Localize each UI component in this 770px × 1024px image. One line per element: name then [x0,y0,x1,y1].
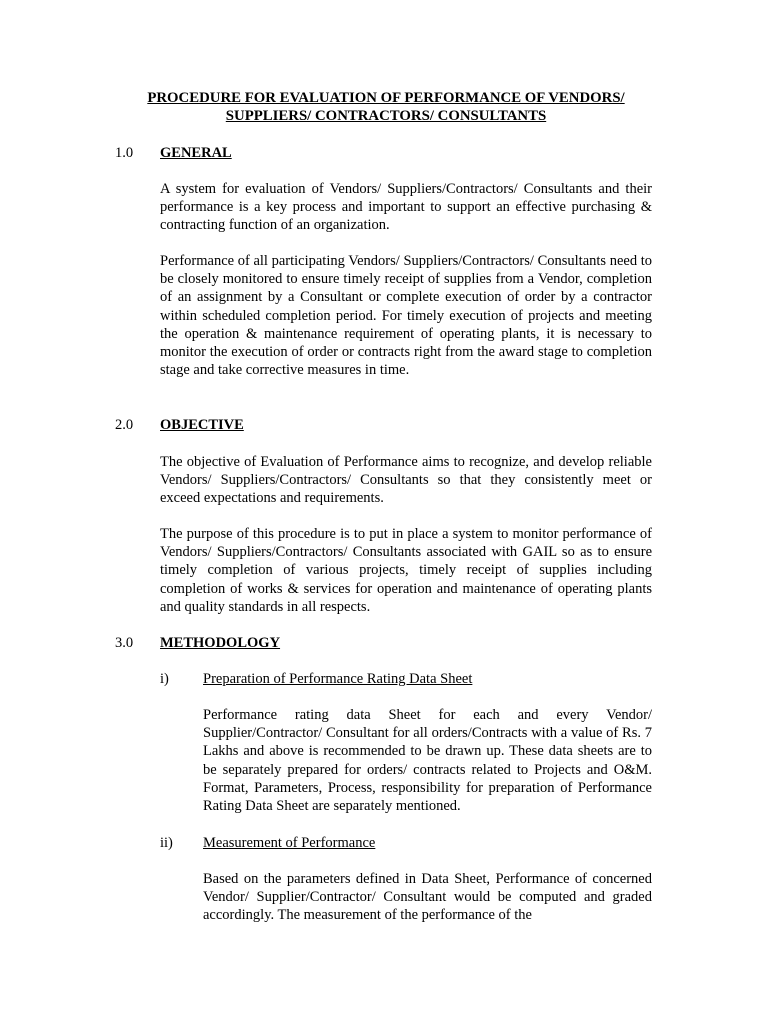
section-number-objective: 2.0 [115,417,134,433]
subsection-heading-rating-data-sheet: Preparation of Performance Rating Data Sheet [203,671,473,687]
rating-data-sheet-paragraph: Performance rating data Sheet for each and every Vendor/ Supplier/Contractor/ Consultant for all orders/Contracts with a value of Rs. 7 Lakhs and above is recommended to be drawn up. These data sheets are to be separately prepared for orders/ contracts related to Projects and O&M. Format, Parameters, Process, responsibility for preparation of Performance Rating Data Sheet are separately mentioned. [203,707,652,815]
subsection-number-measurement: ii) [160,835,173,851]
section-heading-general: GENERAL [160,145,232,161]
subsection-heading-measurement: Measurement of Performance [203,835,376,851]
measurement-paragraph: Based on the parameters defined in Data Sheet, Performance of concerned Vendor/ Supplier/Contractor/ Consultant would be computed and graded accordingly. The measurement of the performance of the [203,871,652,924]
general-paragraph-2: Performance of all participating Vendors/ Suppliers/Contractors/ Consultants need to be closely monitored to ensure timely receipt of supplies from a Vendor, completion of an assignment by a Consultant or complete execution of order by a contractor within scheduled completion period. For timely execution of projects and meeting the operation & maintenance requirement of operating plants, it is necessary to monitor the execution of order or contracts right from the award stage to completion stage and take corrective measures in time. [160,253,652,379]
objective-paragraph-1: The objective of Evaluation of Performance aims to recognize, and develop reliable Vendors/ Suppliers/Contractors/ Consultants so that they consistently meet or exceed expectations and requirements. [160,454,652,507]
section-number-general: 1.0 [115,145,134,161]
subsection-number-rating-data-sheet: i) [160,671,169,687]
section-number-methodology: 3.0 [115,635,134,651]
section-heading-methodology: METHODOLOGY [160,635,281,651]
objective-paragraph-2: The purpose of this procedure is to put in place a system to monitor performance of Vendors/ Suppliers/Contractors/ Consultants associated with GAIL so as to ensure timely completion of various projects, timely receipt of supplies including completion of works & services for operation and maintenance of operating plants and quality standards in all respects. [160,526,652,615]
section-heading-objective: OBJECTIVE [160,417,244,433]
document-title-line-1: PROCEDURE FOR EVALUATION OF PERFORMANCE OF VENDORS/ [147,90,625,106]
document-title-line-2: SUPPLIERS/ CONTRACTORS/ CONSULTANTS [225,108,547,125]
document-title [110,89,662,126]
general-paragraph-1: A system for evaluation of Vendors/ Suppliers/Contractors/ Consultants and their performance is a key process and important to support an effective purchasing & contracting function of an organization. [160,181,652,234]
